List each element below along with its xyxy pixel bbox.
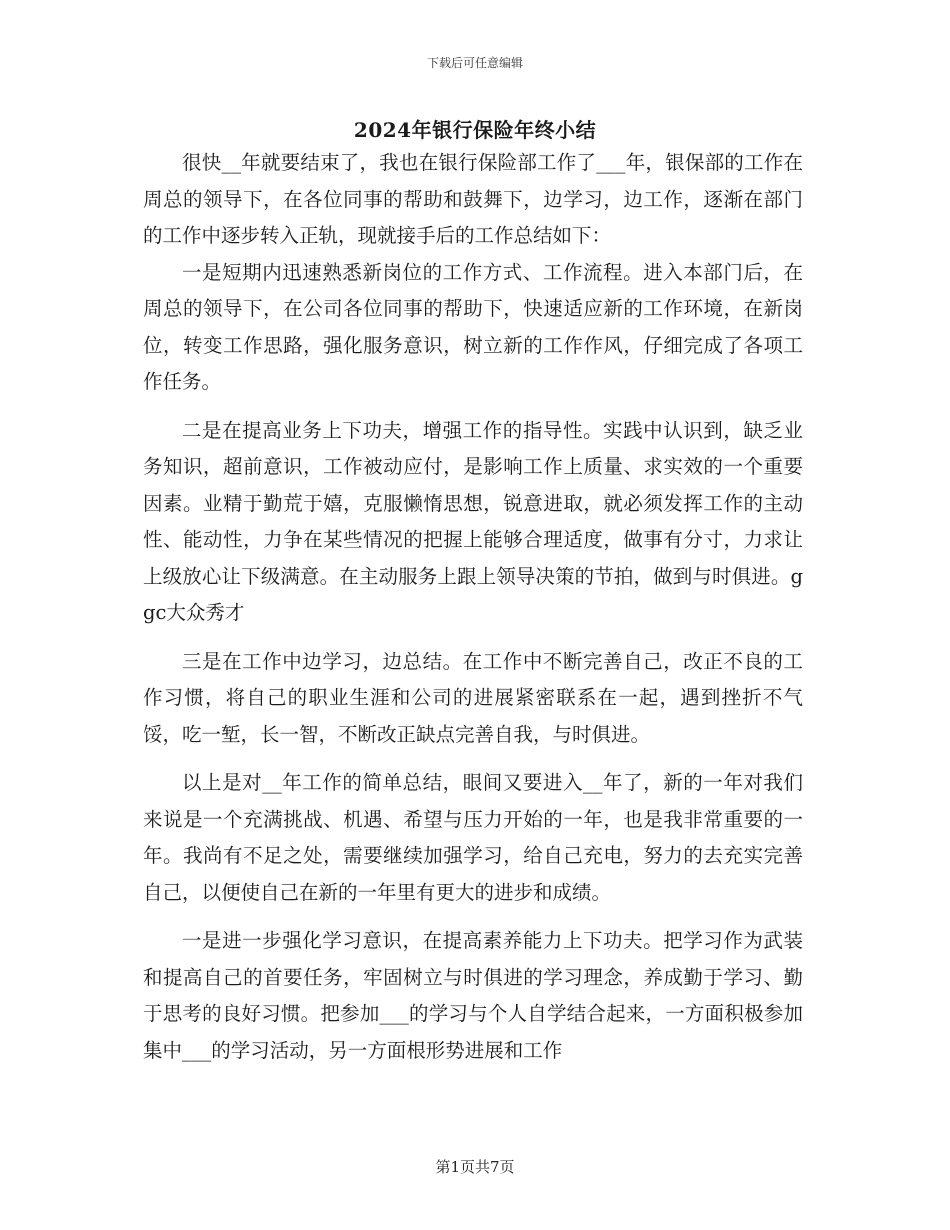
paragraph-point-1: 一是短期内迅速熟悉新岗位的工作方式、工作流程。进入本部门后，在周总的领导下，在公司各位同事的帮助下，快速适应新的工作环境，在新岗位，转变工作思路，强化服务意识，树立新的工作作风，仔细完成了各项工作任务。: [143, 260, 803, 393]
paragraph-summary: 以上是对__年工作的简单总结，眼间又要进入__年了，新的一年对我们来说是一个充满挑战、机遇、希望与压力开始的一年，也是我非常重要的一年。我尚有不足之处，需要继续加强学习，给自己充电，努力的去充实完善自己，以便使自己在新的一年里有更大的进步和成绩。: [143, 771, 803, 904]
paragraph-point-2: 二是在提高业务上下功夫，增强工作的指导性。实践中认识到，缺乏业务知识，超前意识，工作被动应付，是影响工作上质量、求实效的一个重要因素。业精于勤荒于嬉，克服懒惰思想，锐意进取，就必须发挥工作的主动性、能动性，力争在某些情况的把握上能够合理适度，做事有分寸，力求让上级放心让下级满意。在主动服务上跟上领导决策的节拍，做到与时俱进。ggc大众秀才: [143, 418, 803, 624]
page-number: 第1页共7页: [435, 1158, 515, 1176]
paragraph-point-3: 三是在工作中边学习，边总结。在工作中不断完善自己，改正不良的工作习惯，将自己的职业生涯和公司的进展紧密联系在一起，遇到挫折不气馁，吃一堑，长一智，不断改正缺点完善自我，与时俱进。: [143, 649, 803, 746]
paragraph-plan-1: 一是进一步强化学习意识，在提高素养能力上下功夫。把学习作为武装和提高自己的首要任务，牢固树立与时俱进的学习理念，养成勤于学习、勤于思考的良好习惯。把参加___的学习与个人自学结合起来，一方面积极参加集中___的学习活动，另一方面根形势进展和工作: [143, 929, 803, 1062]
document-body: [143, 145, 803, 1069]
document-title: 2024年银行保险年终小结: [353, 118, 597, 142]
paragraph-intro: 很快__年就要结束了，我也在银行保险部工作了___年，银保部的工作在周总的领导下，在各位同事的帮助和鼓舞下，边学习，边工作，逐渐在部门的工作中逐步转入正轨，现就接手后的工作总结如下：: [143, 151, 803, 247]
page-header-note: 下载后可任意编辑: [426, 56, 523, 70]
